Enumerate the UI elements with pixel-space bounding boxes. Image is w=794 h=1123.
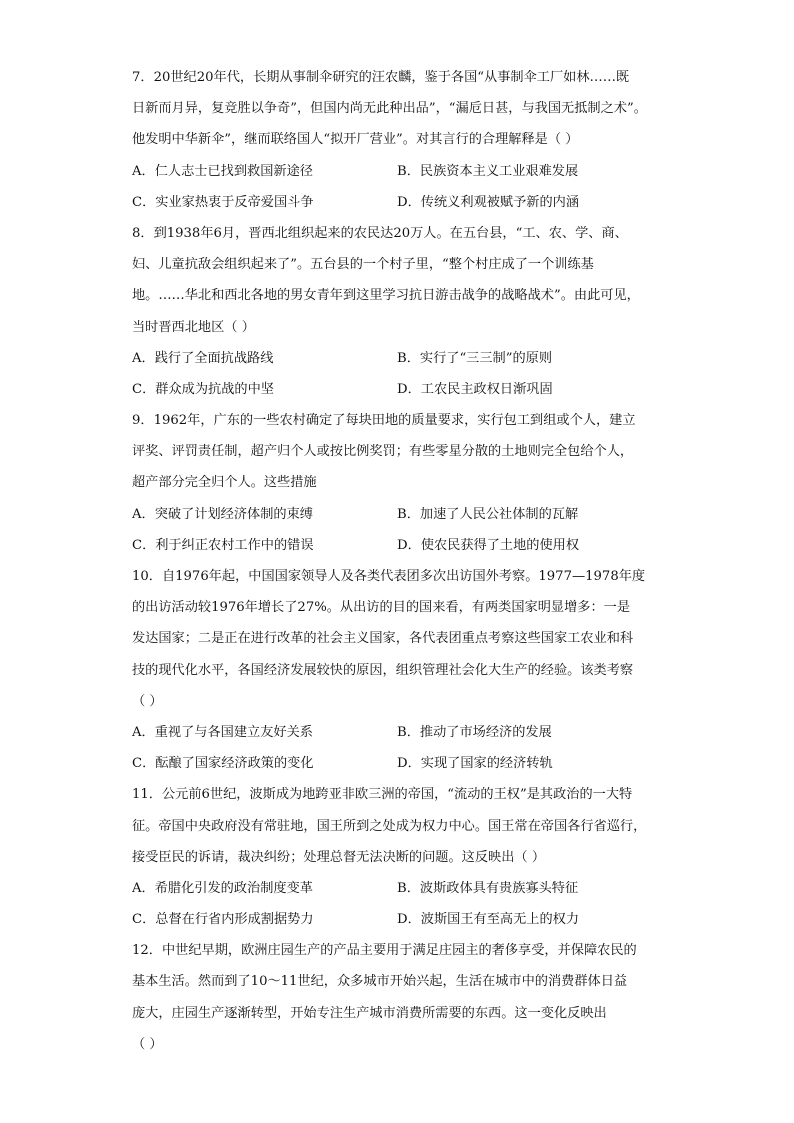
question-block (132, 935, 662, 1060)
answer-option[interactable]: A．希腊化引发的政治制度变革 (132, 880, 313, 896)
question-stem-line: 妇、儿童抗敌会组织起来了”。五台县的一个村子里，“整个村庄成了一个训练基 (132, 257, 594, 273)
answer-option[interactable]: C．利于纠正农村工作中的错误 (132, 537, 314, 553)
answer-option[interactable]: A．践行了全面抗战路线 (132, 350, 274, 366)
question-stem-line: 9．1962年，广东的一些农村确定了每块田地的质量要求，实行包工到组或个人，建立 (132, 413, 636, 429)
question-stem-line: （ ） (132, 693, 163, 709)
question-stem-line: 超产部分完全归个人。这些措施 (132, 475, 317, 491)
answer-option[interactable]: B．推动了市场经济的发展 (397, 724, 552, 740)
options-row (132, 748, 662, 779)
options-row (132, 717, 662, 748)
question-block (132, 779, 662, 935)
question-block (132, 62, 662, 218)
question-stem-line: 他发明中华新伞”，继而联络国人“拟开厂营业”。对其言行的合理解释是（ ） (132, 132, 579, 148)
question-block (132, 561, 662, 779)
question-stem-line: 评奖、评罚责任制，超产归个人或按比例奖罚；有些零星分散的土地则完全包给个人， (132, 444, 634, 460)
question-stem-line: 11．公元前6世纪，波斯成为地跨亚非欧三洲的帝国，“流动的王权”是其政治的一大特 (132, 787, 633, 803)
answer-option[interactable]: D．使农民获得了土地的使用权 (397, 537, 580, 553)
options-row (132, 499, 662, 530)
options-row (132, 530, 662, 561)
question-stem-line: 征。帝国中央政府没有常驻地，国王所到之处成为权力中心。国王常在帝国各行省巡行， (132, 818, 647, 834)
answer-option[interactable]: C．群众成为抗战的中坚 (132, 381, 274, 397)
options-row (132, 873, 662, 904)
question-stem-line: 基本生活。然而到了10～11世纪，众多城市开始兴起，生活在城市中的消费群体日益 (132, 974, 628, 990)
answer-option[interactable]: B．加速了人民公社体制的瓦解 (397, 506, 579, 522)
answer-option[interactable]: D．工农民主政权日渐巩固 (397, 381, 553, 397)
question-stem-line: 10．自1976年起，中国国家领导人及各类代表团多次出访国外考察。1977—1978年度 (132, 569, 646, 584)
question-stem-line: 7．20世纪20年代，长期从事制伞研究的汪农麟，鉴于各国“从事制伞工厂如林……既 (132, 70, 630, 85)
answer-option[interactable]: A．仁人志士已找到救国新途径 (132, 163, 313, 179)
answer-option[interactable]: C．实业家热衷于反帝爱国斗争 (132, 194, 314, 210)
question-stem-line: 庞大，庄园生产逐渐转型，开始专注生产城市消费所需要的东西。这一变化反映出 (132, 1005, 607, 1021)
question-stem-line: 接受臣民的诉请，裁决纠纷；处理总督无法决断的问题。这反映出（ ） (132, 849, 546, 865)
answer-option[interactable]: B．实行了“三三制”的原则 (397, 350, 553, 366)
answer-option[interactable]: A．重视了与各国建立友好关系 (132, 724, 313, 740)
question-stem-line: 的出访活动较1976年增长了27%。从出访的目的国来看，有两类国家明显增多：一是 (132, 600, 631, 616)
answer-option[interactable]: D．波斯国王有至高无上的权力 (397, 912, 580, 928)
answer-option[interactable]: D．实现了国家的经济转轨 (397, 756, 553, 772)
answer-option[interactable]: C．酝酿了国家经济政策的变化 (132, 756, 314, 772)
question-stem-line: 发达国家；二是正在进行改革的社会主义国家，各代表团重点考察这些国家工农业和科 (132, 631, 634, 647)
answer-option[interactable]: C．总督在行省内形成割据势力 (132, 912, 314, 928)
answer-option[interactable]: B．民族资本主义工业艰难发展 (397, 163, 579, 179)
question-stem-line: 12．中世纪早期，欧洲庄园生产的产品主要用于满足庄园主的奢侈享受，并保障农民的 (132, 943, 637, 959)
options-row (132, 904, 662, 935)
answer-option[interactable]: B．波斯政体具有贵族寡头特征 (397, 880, 579, 896)
question-stem-line: 当时晋西北地区（ ） (132, 319, 255, 335)
options-row (132, 156, 662, 187)
question-stem-line: 技的现代化水平，各国经济发展较快的原因，组织管理社会化大生产的经验。该类考察 (132, 662, 634, 678)
question-stem-line: 日新而月异，复竞胜以争奇”，但国内尚无此种出品”，“漏卮日甚，与我国无抵制之术”。 (132, 101, 647, 117)
answer-option[interactable]: A．突破了计划经济体制的束缚 (132, 506, 313, 522)
question-block (132, 218, 662, 405)
options-row (132, 374, 662, 405)
question-stem-line: 8．到1938年6月，晋西北组织起来的农民达20万人。在五台县，“工、农、学、商、 (132, 225, 628, 241)
question-block (132, 405, 662, 561)
question-list (132, 62, 662, 1060)
options-row (132, 187, 662, 218)
question-stem-line: 地。……华北和西北各地的男女青年到这里学习抗日游击战争的战略战术”。由此可见， (132, 288, 640, 304)
question-stem-line: （ ） (132, 1036, 163, 1052)
options-row (132, 343, 662, 374)
answer-option[interactable]: D．传统义利观被赋予新的内涵 (397, 194, 580, 210)
